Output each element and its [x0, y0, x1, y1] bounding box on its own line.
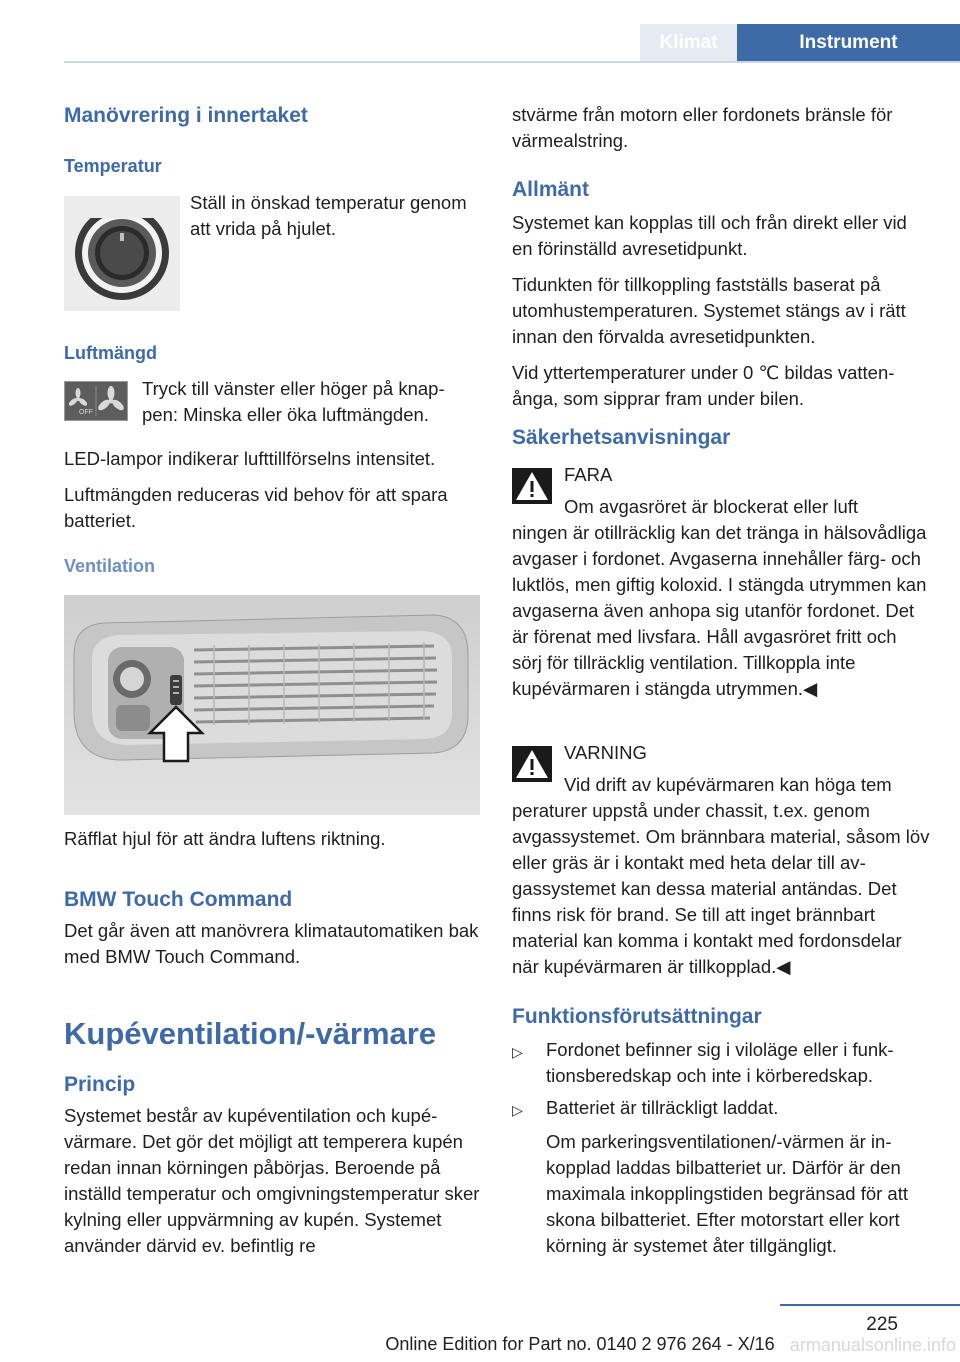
tab-instrument[interactable]: Instrument [737, 24, 960, 62]
principle-title: Princip [64, 1073, 136, 1096]
vent-illustration [64, 595, 480, 815]
battery-paragraph: Luftmängden reduceras vid behov för att spara batteriet. [64, 484, 448, 531]
ventilation-title: Ventilation [64, 556, 156, 576]
continued-text: stvärme från motorn eller fordonets bränsle för värmealstring. [512, 104, 893, 151]
danger-text-rest: ningen är otillräcklig kan det tränga in hälsovådliga avgaser i fordonet. Avgaserna innehåller färg- och luktlös, men giftig koloxid. I stängda utrymmen kan avgaserna även anhopa sig utanför fordonet. Det är förenat med livsfara. Håll avgasröret fritt och sörj för tillräcklig ventilation. Tillkoppla inte kupévärmaren i stängda utrymmen.◀ [512, 522, 927, 699]
general-p1: Systemet kan kopplas till och från direkt eller vid en förinställd avresetidpunkt. [512, 212, 907, 259]
temperature-title: Temperatur [64, 156, 162, 176]
list-item-sub [512, 1129, 930, 1259]
general-p2: Tidunkten för tillkoppling fastställs baserat på utomhustemperaturen. Systemet stängs av i rätt innan den förvalda avresetidpunkten. [512, 274, 906, 347]
airflow-title: Luftmängd [64, 343, 157, 363]
warning-text-first: Vid drift av kupévärmaren kan höga tem [564, 774, 892, 795]
safety-title: Säkerhetsanvisningar [512, 426, 731, 449]
temperature-text: Ställ in önskad temperatur genom att vrida på hjulet. [190, 192, 467, 239]
general-text [512, 210, 928, 422]
principle-text: Systemet består av kupéventilation och kupévärmare. Det gör det möjligt att temperera kupén redan innan körningen påbörjas. Beroende på inställd temperatur och omgivningstemperatur sker kylning eller uppvärmning av kupén. Systemet använder därvid ev. befintlig re [64, 1105, 480, 1256]
watermark: armanualsonline.info [789, 1335, 956, 1355]
general-title: Allmänt [512, 178, 590, 201]
ventilation-caption: Räfflat hjul för att ändra luftens riktning. [64, 828, 386, 849]
page-number: 225 [866, 1314, 898, 1335]
section-title: Manövrering i innertaket [64, 104, 308, 127]
led-paragraph: LED-lampor indikerar lufttillförselns intensitet. [64, 448, 436, 469]
danger-warning-icon [512, 468, 552, 504]
touch-command-title: BMW Touch Command [64, 888, 293, 911]
airflow-paragraphs [64, 446, 480, 544]
fan-icon [65, 382, 127, 420]
general-p3: Vid yttertemperaturer under 0 ℃ bildas vattenånga, som sipprar fram under bilen. [512, 362, 895, 409]
prerequisites-title: Funktionsförutsättningar [512, 1005, 762, 1028]
temperature-dial-image [64, 196, 180, 311]
list-item-text: Batteriet är tillräckligt laddat. [546, 1097, 779, 1118]
footer-rule [780, 1304, 960, 1306]
prerequisites-list [512, 1037, 930, 1259]
airflow-button-image [64, 381, 128, 421]
warning-label: VARNING [564, 742, 647, 763]
touch-command-text: Det går även att manövrera klimatautomatiken bak med BMW Touch Command. [64, 920, 479, 967]
bullet-icon: ▷ [512, 1044, 523, 1060]
list-item-text: Fordonet befinner sig i viloläge eller i funktionsberedskap och inte i körberedskap. [546, 1039, 894, 1086]
ventilation-image [64, 595, 480, 815]
list-item [512, 1095, 930, 1123]
warning-text-rest: peraturer uppstå under chassit, t.ex. genom avgassystemet. Om brännbara material, såsom löv eller gräs är i kontakt med heta delar till avgassystemet kan dessa material antändas. Det finns risk för brand. Se till att inget brännbart material kan komma i kontakt med fordonsdelar när kupévärmaren är tillkopplad.◀ [512, 800, 930, 977]
list-item [512, 1037, 930, 1089]
danger-label: FARA [564, 464, 613, 485]
bullet-icon: ▷ [512, 1102, 523, 1118]
header-rule [64, 61, 960, 63]
caution-warning-icon [512, 746, 552, 782]
airflow-text: Tryck till vänster eller höger på knappen: Minska eller öka luftmängden. [142, 378, 445, 425]
svg-text:OFF: OFF [79, 409, 93, 416]
edition-text: Online Edition for Part no. 0140 2 976 264 - X/16 [385, 1334, 775, 1354]
dial-icon [64, 196, 180, 311]
list-item-subtext: Om parkeringsventilationen/-värmen är inkopplad laddas bilbatteriet ur. Därför är den maximala inkopplingstiden begränsad för att skona bilbatteriet. Efter motorstart eller kort körning är systemet åter tillgängligt. [546, 1131, 908, 1256]
chapter-title: Kupéventilation/-värmare [64, 1016, 437, 1051]
danger-text-first: Om avgasröret är blockerat eller luft [564, 496, 859, 517]
tab-klimat[interactable]: Klimat [640, 24, 737, 62]
